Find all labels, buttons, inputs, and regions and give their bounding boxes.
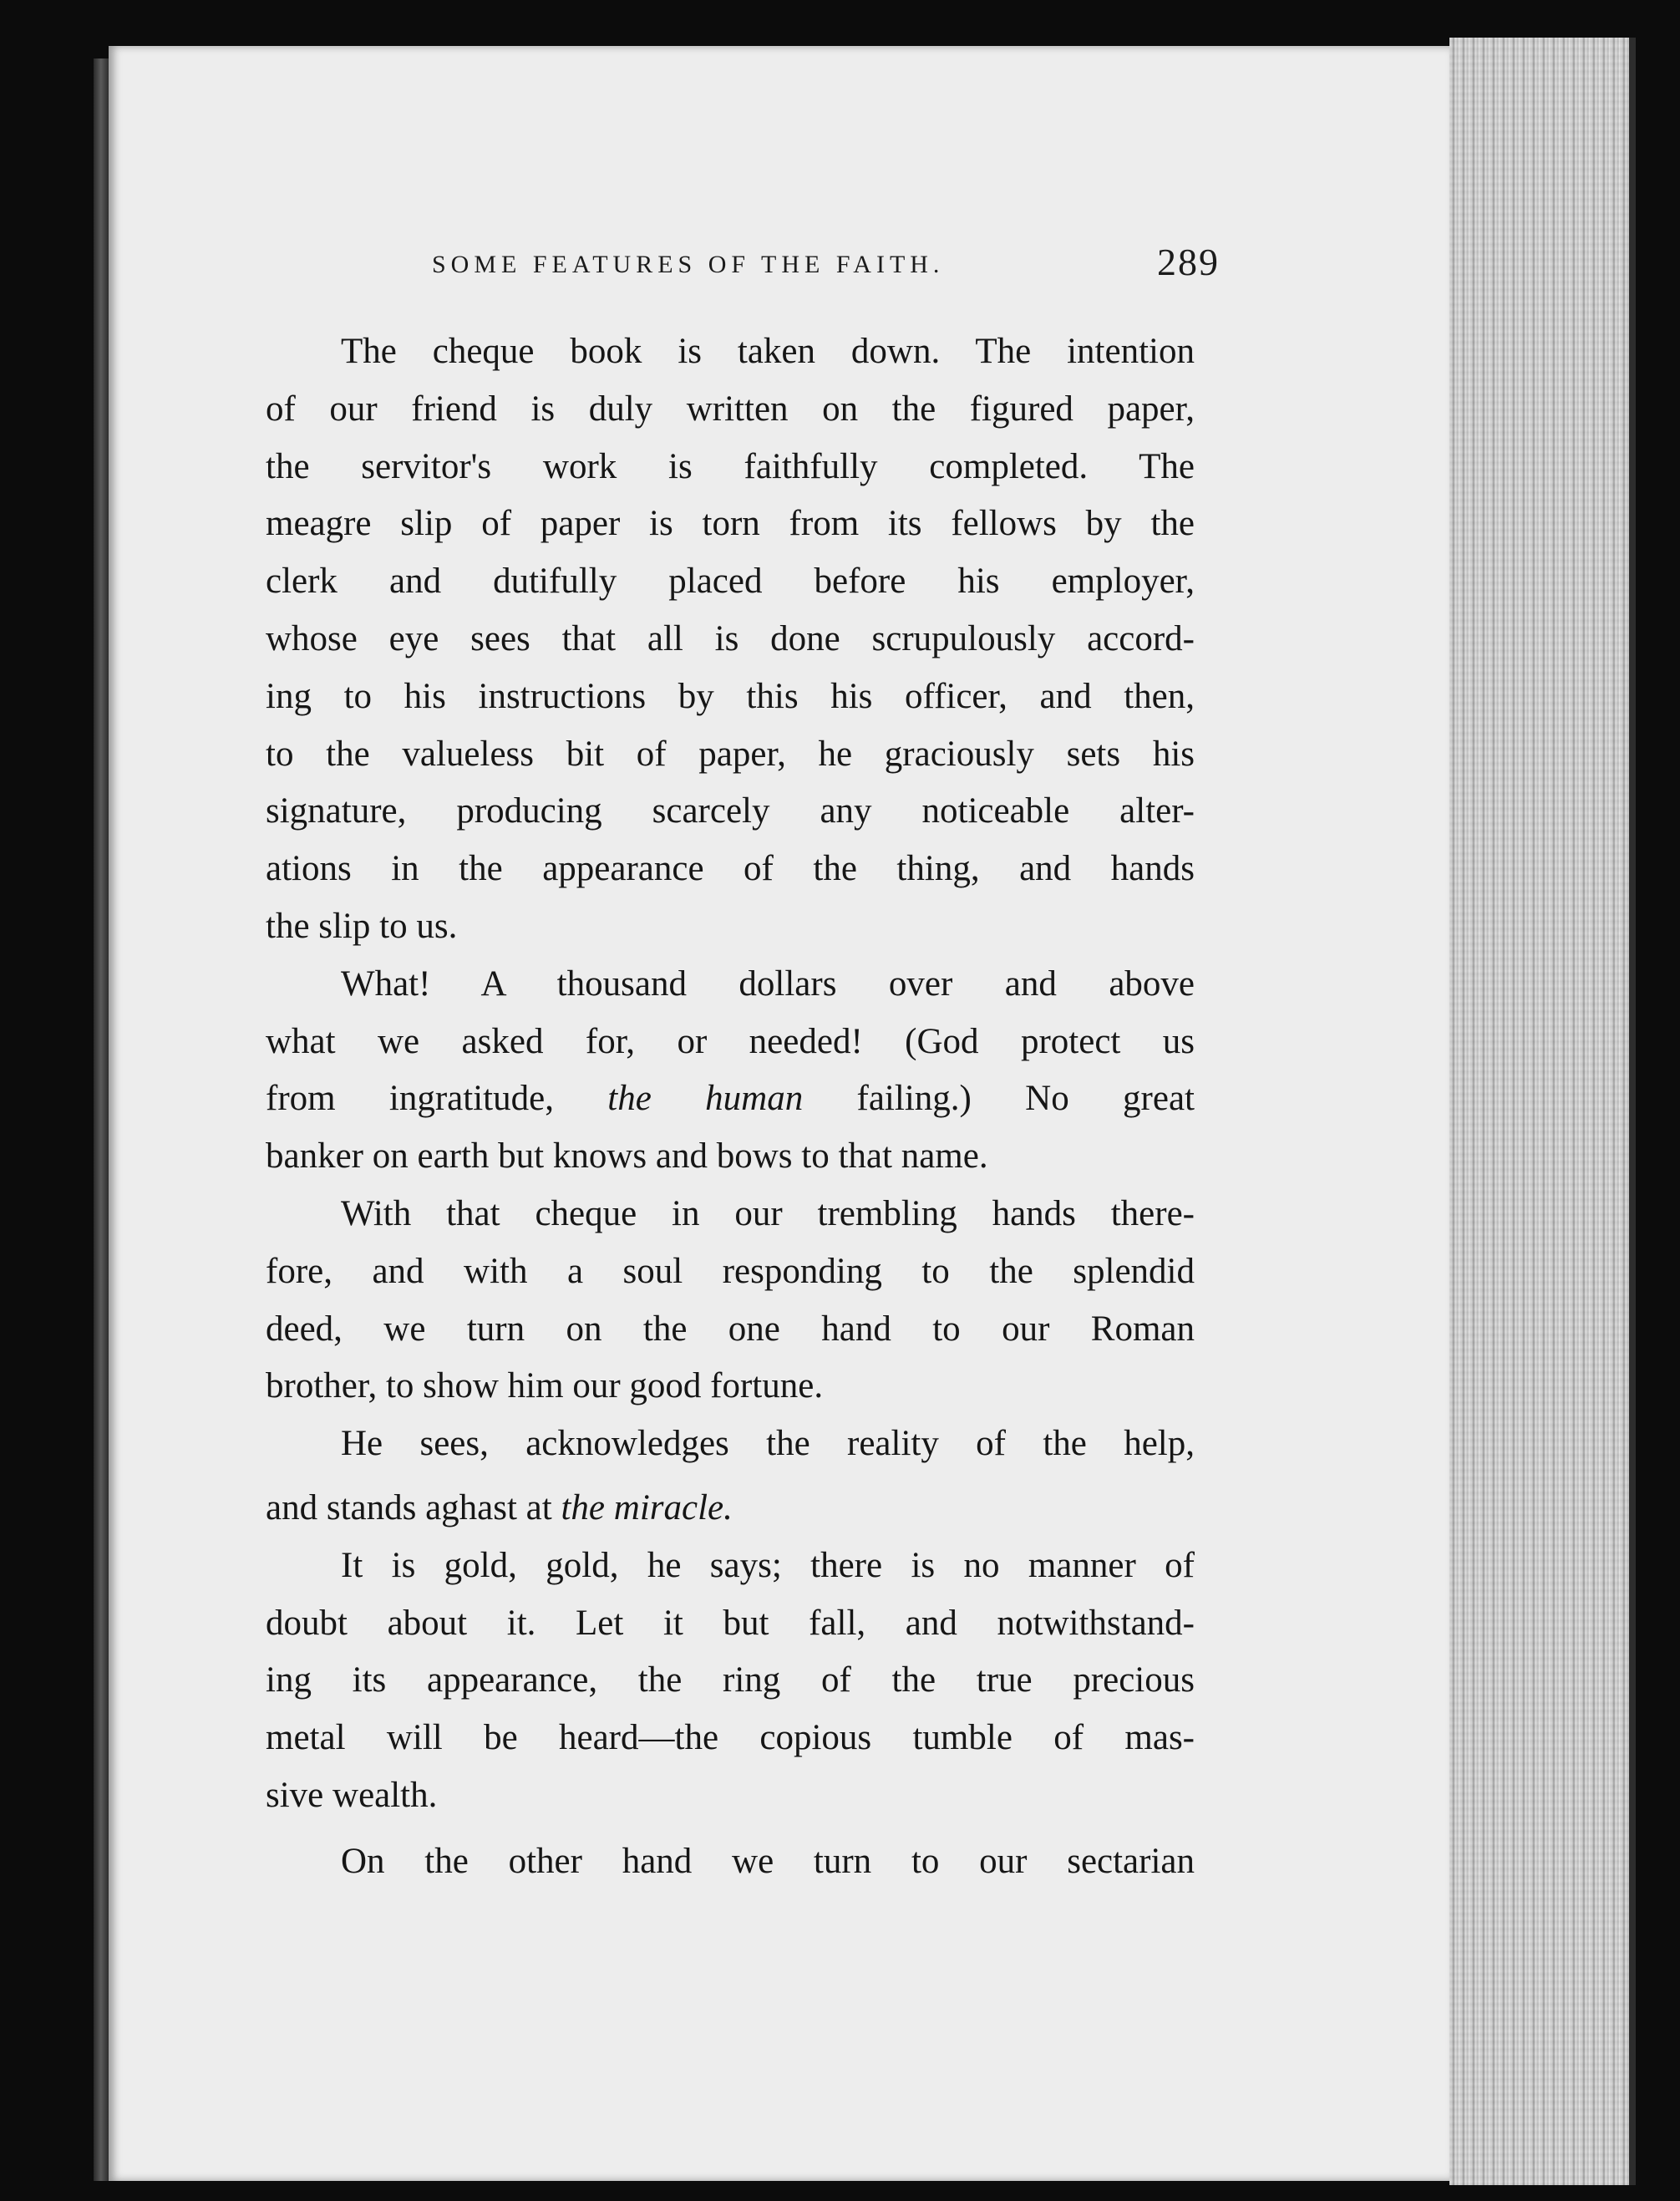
text-line: On the other hand we turn to our sectarian [341, 1841, 1195, 1881]
page-number: 289 [1157, 241, 1220, 283]
text-run: failing.) No great [803, 1079, 1195, 1119]
text-line: With that cheque in our trembling hands there- [341, 1193, 1195, 1233]
spacer [266, 1473, 1195, 1480]
text-line: ations in the appearance of the thing, and hands [266, 849, 1195, 889]
text-line: meagre slip of paper is torn from its fellows by the [266, 504, 1195, 544]
text-line: ing its appearance, the ring of the true precious [266, 1660, 1195, 1700]
body-text [266, 323, 1195, 1891]
text-line: signature, producing scarcely any noticeable alter- [266, 791, 1195, 831]
text-line: metal will be heard—the copious tumble of mas- [266, 1718, 1195, 1758]
text-line: the slip to us. [266, 906, 458, 946]
text-line: ing to his instructions by this his officer, and then, [266, 676, 1195, 716]
text-line: clerk and dutifully placed before his employer, [266, 562, 1195, 602]
spacer [266, 1825, 1195, 1833]
text-run: and stands aghast at [266, 1487, 561, 1527]
text-line [266, 1070, 1195, 1128]
text-run: from ingratitude, [266, 1079, 608, 1119]
page-edges [1449, 38, 1636, 2185]
running-head-title: SOME FEATURES OF THE FAITH. [432, 251, 945, 278]
text-line: the servitor's work is faithfully completed. The [266, 446, 1195, 486]
text-line: It is gold, gold, he says; there is no manner of [341, 1545, 1195, 1585]
italic-phrase: the human [607, 1079, 804, 1119]
text-line: He sees, acknowledges the reality of the help, [341, 1424, 1195, 1464]
text-line: fore, and with a soul responding to the splendid [266, 1251, 1195, 1291]
text-line: sive wealth. [266, 1775, 438, 1815]
italic-phrase: the miracle. [561, 1487, 733, 1527]
text-line [266, 1480, 1195, 1538]
text-line: banker on earth but knows and bows to that name. [266, 1136, 988, 1177]
text-line: of our friend is duly written on the figured paper, [266, 389, 1195, 429]
text-line: to the valueless bit of paper, he graciously sets his [266, 734, 1195, 774]
text-line: deed, we turn on the one hand to our Roman [266, 1309, 1195, 1349]
text-line: whose eye sees that all is done scrupulously accord- [266, 618, 1195, 658]
text-line: what we asked for, or needed! (God protect us [266, 1021, 1195, 1061]
text-line: brother, to show him our good fortune. [266, 1366, 824, 1406]
text-line: doubt about it. Let it but fall, and notwithstand- [266, 1603, 1195, 1643]
text-line: What! A thousand dollars over and above [341, 963, 1195, 1004]
text-line: The cheque book is taken down. The intention [341, 332, 1195, 371]
